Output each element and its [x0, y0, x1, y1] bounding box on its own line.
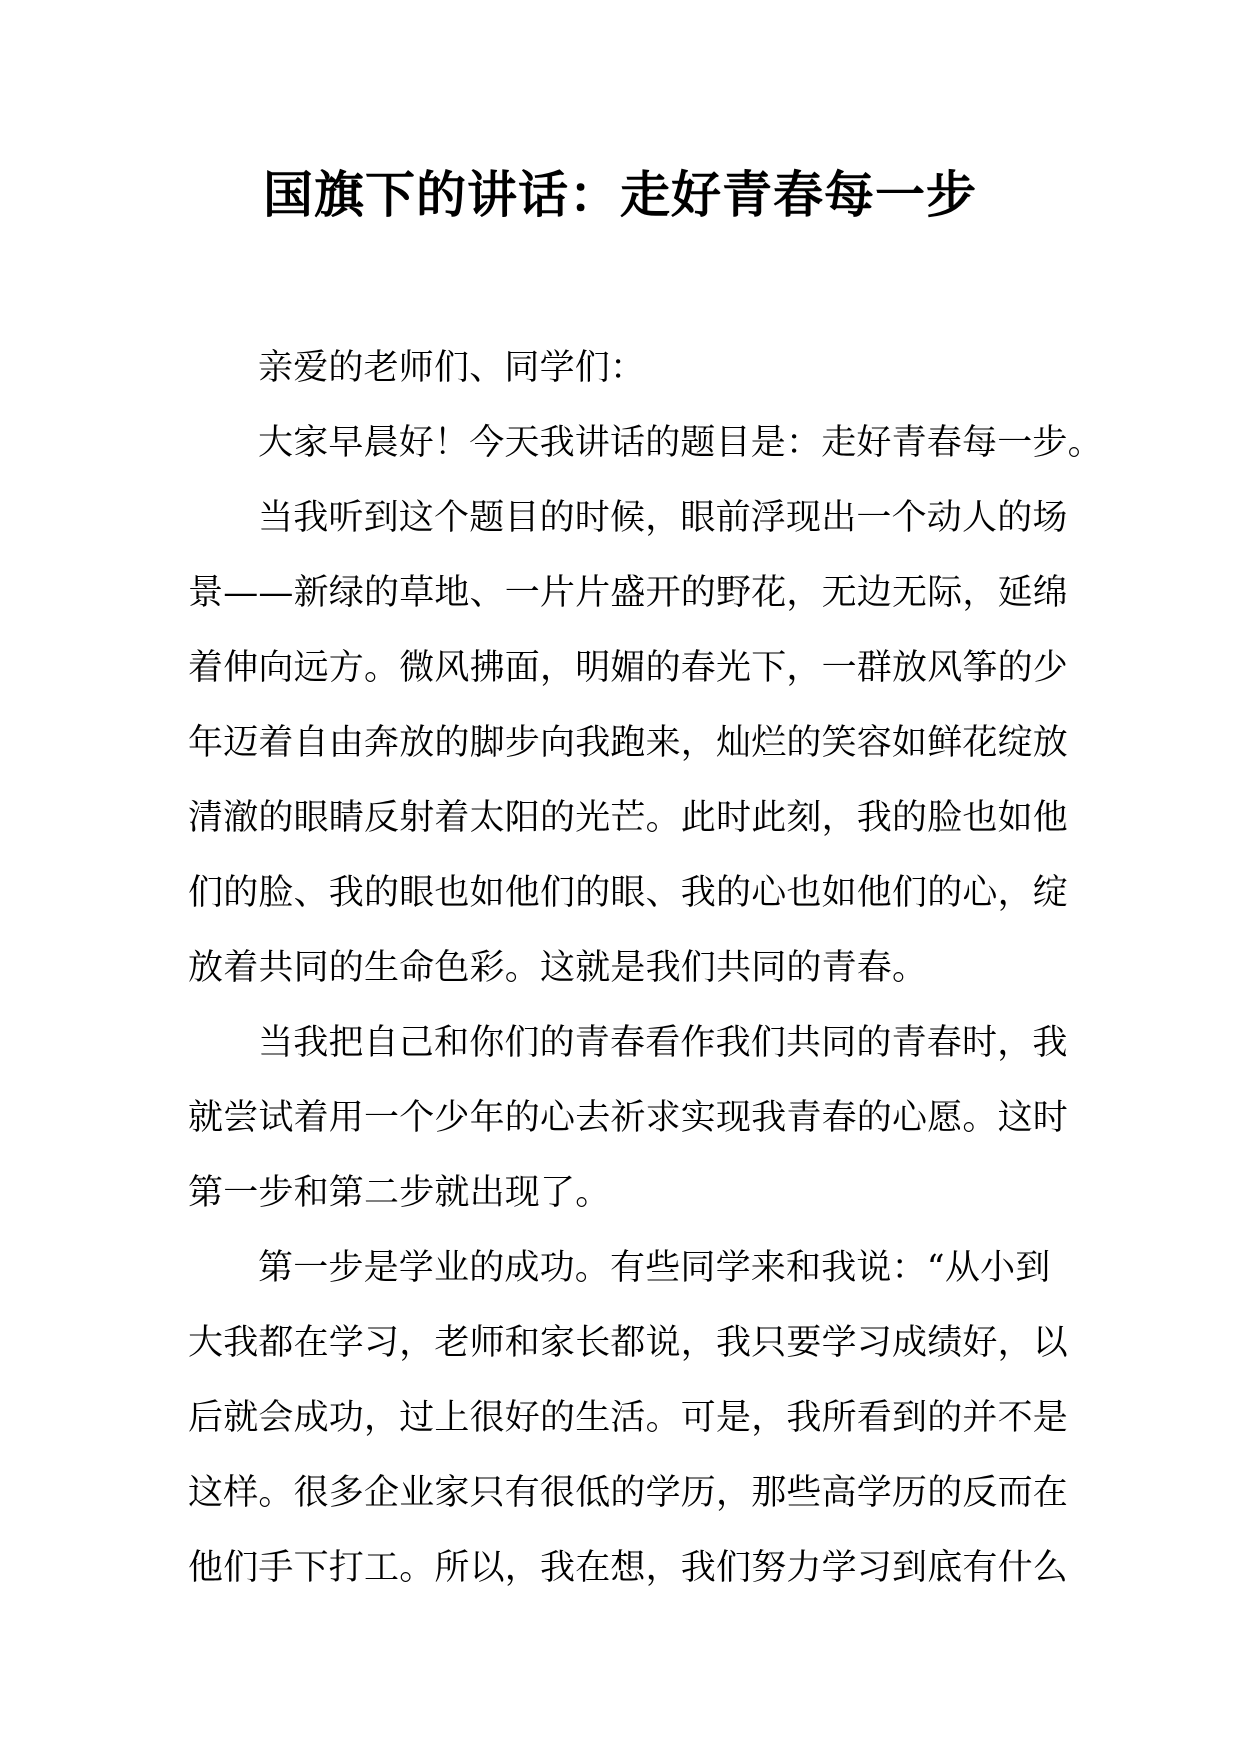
paragraph-line: 放着共同的生命色彩。这就是我们共同的青春。: [188, 948, 928, 988]
paragraph-line: 们的脸、我的眼也如他们的眼、我的心也如他们的心，绽: [188, 873, 1069, 913]
paragraph-line: 景——新绿的草地、一片片盛开的野花，无边无际，延绵: [188, 573, 1069, 613]
paragraph-line: 第一步和第二步就出现了。: [188, 1173, 611, 1213]
paragraph-line: 他们手下打工。所以，我在想，我们努力学习到底有什么: [188, 1548, 1069, 1588]
paragraph-line: 第一步是学业的成功。有些同学来和我说：“从小到: [258, 1248, 1051, 1288]
paragraph-line: 年迈着自由奔放的脚步向我跑来，灿烂的笑容如鲜花绽放: [188, 723, 1069, 763]
paragraph-line: 当我听到这个题目的时候，眼前浮现出一个动人的场: [258, 498, 1068, 538]
paragraph-line: 就尝试着用一个少年的心去祈求实现我青春的心愿。这时: [188, 1098, 1069, 1138]
paragraph-line: 这样。很多企业家只有很低的学历，那些高学历的反而在: [188, 1473, 1069, 1513]
paragraph-line: 清澈的眼睛反射着太阳的光芒。此时此刻，我的脸也如他: [188, 798, 1069, 838]
paragraph-line: 大我都在学习，老师和家长都说，我只要学习成绩好，以: [188, 1323, 1069, 1363]
salutation-line: 亲爱的老师们、同学们：: [258, 348, 646, 388]
document-title: 国旗下的讲话：走好青春每一步: [263, 165, 977, 224]
paragraph-line: 当我把自己和你们的青春看作我们共同的青春时，我: [258, 1023, 1068, 1063]
paragraph-line: 着伸向远方。微风拂面，明媚的春光下，一群放风筝的少: [188, 648, 1069, 688]
greeting-line: 大家早晨好！今天我讲话的题目是：走好青春每一步。: [258, 423, 1103, 463]
paragraph-line: 后就会成功，过上很好的生活。可是，我所看到的并不是: [188, 1398, 1069, 1438]
document-body: [188, 343, 1103, 1618]
